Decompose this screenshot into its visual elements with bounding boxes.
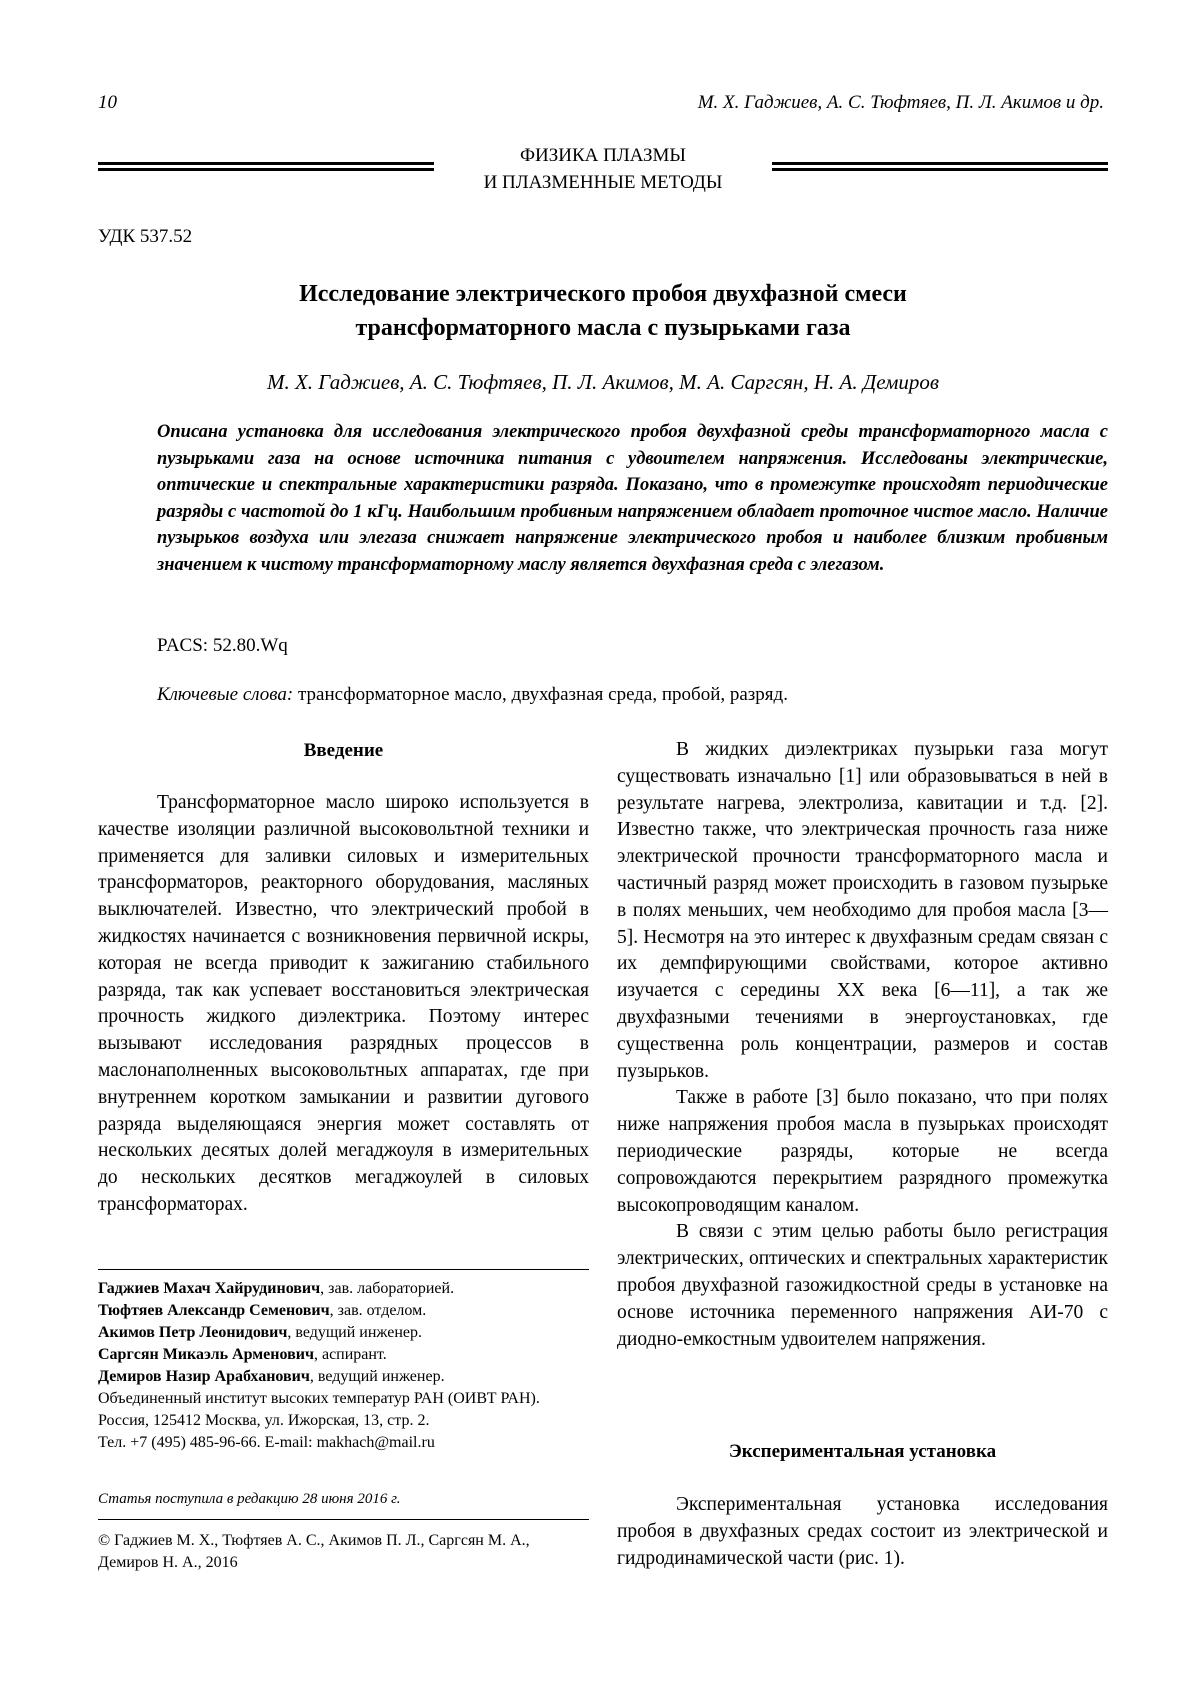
intro-paragraph: Трансформаторное масло широко используется в качестве изоляции различной высоковольтной техники и применяется для заливки силовых и измерительных трансформаторов, реакторного оборудования, масляных выключателей. Известно, что электрический пробой в жидкостях начинается с возникновения первичной искры, которая не всегда приводит к зажиганию стабильного разряда, так как успевает восстановиться электрическая прочность жидкого диэлектрика. Поэтому интерес вызывают исследования разрядных процессов в маслонаполненных высоковольтных аппаратах, где при внутреннем коротком замыкании и развитии дугового разряда выделяющаяся энергия может составлять от нескольких десятых долей мегаджоуля в измерительных до нескольких десятков мегаджоулей в силовых трансформаторах. — [98, 792, 589, 1215]
author-footnote — [98, 1278, 589, 1454]
keywords-label: Ключевые слова: — [157, 684, 294, 705]
keywords-text: трансформаторное масло, двухфазная среда, пробой, разряд. — [293, 684, 788, 705]
article-title-line1: Исследование электрического пробоя двухфазной смеси — [299, 281, 907, 307]
udk-code: УДК 537.52 — [98, 226, 193, 247]
footnote-rule-bottom — [98, 1519, 589, 1520]
author-name: Демиров Назир Арабханович — [98, 1368, 310, 1385]
author-name: Гаджиев Махач Хайрудинович — [98, 1280, 321, 1297]
experimental-paragraph: Экспериментальная установка исследования пробоя в двухфазных средах состоит из электрической и гидродинамической части (рис. 1). — [617, 1494, 1108, 1569]
section-rule-left — [98, 162, 434, 171]
author-role: , ведущий инженер. — [309, 1368, 445, 1385]
author-role: , ведущий инженер. — [287, 1324, 423, 1341]
institute-name: Объединенный институт высоких температур РАН (ОИВТ РАН). — [98, 1390, 540, 1407]
author-name: Акимов Петр Леонидович — [98, 1324, 288, 1341]
paragraph-goal: В связи с этим целью работы было регистрация электрических, оптических и спектральных характеристик пробоя двухфазной газожидкостной среды в установке на основе источника переменного напряжения АИ-70 с диодно-емкостным удвоителем напряжения. — [617, 1221, 1108, 1350]
author-name: Тюфтяев Александр Семенович — [98, 1302, 330, 1319]
article-title — [98, 277, 1108, 345]
author-affiliation-1 — [98, 1278, 589, 1300]
intro-heading: Введение — [303, 740, 384, 761]
section-title-line1: ФИЗИКА ПЛАЗМЫ — [520, 145, 686, 166]
right-column — [617, 737, 1108, 1353]
section-title — [434, 142, 772, 196]
institute-address: Россия, 125412 Москва, ул. Ижорская, 13, стр. 2. — [98, 1412, 430, 1429]
paragraph-periodic-discharges: Также в работе [3] было показано, что при полях ниже напряжения пробоя масла в пузырьках происходят периодические разряды, которые не всегда сопровождаются перекрытием разрядного промежутка высокопроводящим каналом. — [617, 1087, 1108, 1216]
section-title-line2: И ПЛАЗМЕННЫЕ МЕТОДЫ — [483, 172, 723, 193]
author-role: , зав. отделом. — [329, 1302, 427, 1319]
author-affiliation-2 — [98, 1300, 589, 1322]
page-number: 10 — [98, 92, 117, 113]
author-affiliation-3 — [98, 1322, 589, 1344]
article-title-line2: трансформаторного масла с пузырьками газа — [355, 315, 851, 341]
author-name: Саргсян Микаэль Арменович — [98, 1346, 314, 1363]
experimental-heading: Экспериментальная установка — [728, 1441, 997, 1462]
article-authors: М. Х. Гаджиев, А. С. Тюфтяев, П. Л. Акимов, М. А. Саргсян, Н. А. Демиров — [266, 370, 940, 394]
left-column — [98, 737, 589, 1219]
received-date: Статья поступила в редакцию 28 июня 2016 г. — [98, 1491, 401, 1507]
author-affiliation-4 — [98, 1344, 589, 1366]
author-role: , аспирант. — [313, 1346, 387, 1363]
paragraph-bubbles: В жидких диэлектриках пузырьки газа могут существовать изначально [1] или образовываться в ней в результате нагрева, электролиза, кавитации и т.д. [2]. Известно также, что электрическая прочность газа ниже электрической прочности трансформаторного масла и частичный разряд может происходить в газовом пузырьке в полях меньших, чем необходимо для пробоя масла [3—5]. Несмотря на это интерес к двухфазным средам связан с их демпфирующими свойствами, которое активно изучается с середины XX века [6—11], а так же двухфазными течениями в энергоустановках, где существенна роль концентрации, размеров и состав пузырьков. — [617, 739, 1108, 1082]
section-rule-right — [772, 162, 1108, 171]
keywords — [157, 684, 788, 706]
abstract: Описана установка для исследования электрического пробоя двухфазной среды трансформаторного масла с пузырьками газа на основе источника питания с удвоителем напряжения. Исследованы электрические, оптические и спектральные характеристики разряда. Показано, что в промежутке происходят периодические разряды с частотой до 1 кГц. Наибольшим пробивным напряжением обладает проточное чистое масло. Наличие пузырьков воздуха или элегаза снижает напряжение электрического пробоя и наиболее близким пробивным значением к чистому трансформаторному маслу является двухфазная среда с элегазом. — [157, 422, 1108, 575]
author-affiliation-5 — [98, 1366, 589, 1388]
running-header-authors: М. Х. Гаджиев, А. С. Тюфтяев, П. Л. Акимов и др. — [697, 92, 1104, 113]
author-role: , зав. лабораторией. — [320, 1280, 455, 1297]
copyright: © Гаджиев М. Х., Тюфтяев А. С., Акимов П. Л., Саргсян М. А., Демиров Н. А., 2016 — [98, 1532, 530, 1571]
footnote-rule-top — [98, 1269, 589, 1270]
pacs-code: PACS: 52.80.Wq — [157, 635, 288, 656]
contact-info: Тел. +7 (495) 485-96-66. E-mail: makhach@mail.ru — [98, 1434, 435, 1451]
